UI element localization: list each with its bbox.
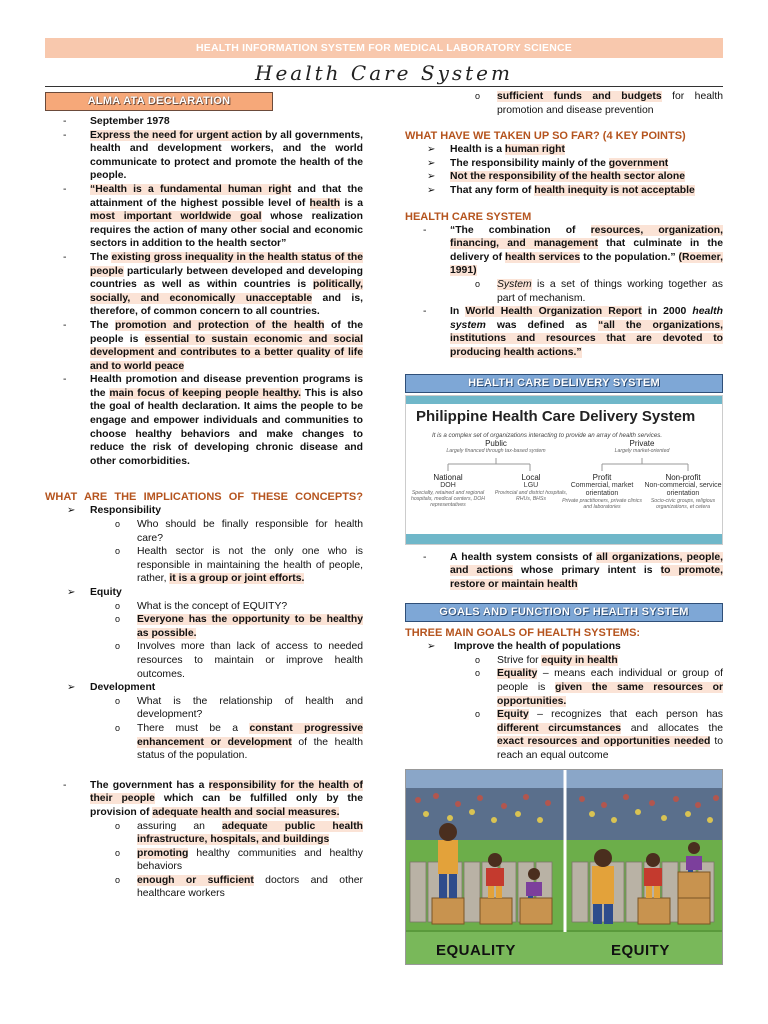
local-sublabel: LGU	[523, 481, 539, 489]
text-run: Strive for	[497, 654, 542, 666]
title-divider	[45, 86, 723, 87]
list-item	[45, 518, 363, 545]
equity-label: EQUITY	[611, 942, 670, 960]
implication-title: Equity	[90, 587, 122, 598]
highlighted-text: (Roemer, 1991)	[450, 251, 723, 277]
list-item	[405, 667, 723, 708]
arrow-bullet-icon: ➢	[427, 144, 436, 156]
list-item	[405, 551, 723, 592]
health-care-system-heading: HEALTH CARE SYSTEM	[405, 210, 532, 223]
text-run: in 2000	[641, 306, 693, 318]
equality-equity-drawing	[406, 770, 723, 965]
text-run: What is the concept of EQUITY?	[137, 600, 288, 612]
highlighted-text: government	[608, 157, 669, 169]
profit-sublabel: Commercial, market orientation	[570, 481, 634, 497]
highlighted-text: to promote, restore or maintain health	[450, 565, 723, 590]
right-column	[405, 90, 723, 965]
key-points-list	[405, 143, 723, 197]
highlighted-text: most important worldwide goal	[90, 211, 262, 223]
goal-sublist	[405, 654, 723, 763]
highlighted-text: promotion and protection of the health	[115, 319, 325, 331]
profit-label: Profit	[592, 472, 612, 482]
private-sublabel: Largely market-oriented	[614, 447, 670, 454]
nonprofit-node	[644, 474, 722, 510]
hcs-sublist	[405, 278, 723, 305]
alma-ata-list	[45, 115, 363, 468]
figure-bottom-stripe	[406, 534, 723, 544]
text-run: is a	[340, 197, 363, 209]
list-item	[45, 319, 363, 373]
text-run: assuring an	[137, 820, 223, 832]
public-sublabel: Largely financed through tax-based system	[446, 447, 546, 454]
text-run: The	[90, 251, 112, 263]
text-run: – recognizes that each person has	[528, 709, 723, 721]
goals-heading: THREE MAIN GOALS OF HEALTH SYSTEMS:	[405, 627, 641, 640]
text-run: by all governments, health and development workers, and the world communicate to protect and promote the health of the people.	[90, 129, 363, 182]
implication-sublist	[45, 695, 363, 763]
list-item	[45, 600, 363, 614]
text-run: to reach an equal outcome	[497, 736, 723, 762]
list-item	[405, 170, 723, 184]
health-system-list	[405, 551, 723, 592]
list-item	[45, 681, 363, 763]
highlighted-text: sufficient funds and budgets	[497, 91, 662, 102]
highlighted-text: System	[497, 278, 532, 290]
list-item	[45, 115, 363, 129]
text-run: and allocates the	[621, 722, 723, 734]
highlighted-text: existing gross inequality in the health status of the people	[90, 251, 363, 277]
nonprofit-sublabel: Non-commercial, service orientation	[644, 481, 722, 497]
highlighted-text: main focus of keeping people healthy.	[109, 387, 301, 399]
nonprofit-detail: Socio-civic groups, religious organizations, et cetera	[650, 497, 716, 510]
highlighted-text: adequate health and social measures.	[152, 806, 340, 818]
highlighted-text: promoting	[137, 847, 189, 859]
list-item	[45, 722, 363, 763]
highlighted-text: adequate public health infrastructure, hospitals, and buildings	[137, 820, 363, 846]
text-run: The	[90, 319, 116, 331]
highlighted-text: it is a group or joint efforts.	[169, 573, 305, 585]
national-detail: Specialty, retained and regional hospitals, medical centers, DOH representatives	[410, 489, 486, 508]
private-node	[592, 440, 692, 454]
highlighted-text: Equality	[497, 668, 538, 680]
list-item	[405, 224, 723, 306]
text-run: A health system consists of	[450, 551, 597, 563]
profit-node	[562, 474, 642, 510]
profit-detail: Private practitioners, private clinics and laboratories	[562, 497, 642, 510]
text-run: is a set of things working together as part of mechanism.	[497, 278, 723, 304]
key-point-text	[450, 185, 695, 196]
text-run: was defined as	[485, 319, 599, 331]
implications-list	[45, 504, 363, 762]
text-run: Who should be finally responsible for health care?	[137, 519, 363, 544]
implication-title: Responsibility	[90, 505, 162, 517]
alma-ata-banner: ALMA ATA DECLARATION	[45, 92, 273, 111]
list-item	[405, 184, 723, 198]
list-item	[45, 545, 363, 586]
implication-title: Development	[90, 682, 156, 694]
arrow-bullet-icon: ➢	[427, 641, 436, 653]
highlighted-text: equity in health	[541, 654, 618, 666]
local-label: Local	[521, 472, 541, 482]
government-text	[90, 779, 363, 820]
arrow-bullet-icon: ➢	[67, 587, 76, 598]
highlighted-text: all organizations, people, and actions	[450, 551, 723, 577]
list-item	[45, 613, 363, 640]
text-run: “The combination of	[450, 224, 591, 236]
list-item	[405, 143, 723, 157]
highlighted-text: responsibility for the health of their people	[90, 779, 363, 805]
text-run: doctors and other healthcare workers	[137, 874, 363, 900]
list-item	[45, 373, 363, 468]
list-item	[45, 695, 363, 722]
key-points-heading: WHAT HAVE WE TAKEN UP SO FAR? (4 KEY POINTS)	[405, 130, 686, 143]
hcs-definition	[450, 224, 723, 278]
text-run: to the population.”	[580, 251, 679, 263]
goal-title: Improve the health of populations	[454, 641, 621, 653]
equality-boxes	[432, 898, 552, 924]
text-run: Health promotion and disease prevention programs is the	[90, 374, 363, 399]
text-run: The responsibility mainly of the	[450, 157, 609, 169]
list-item	[45, 640, 363, 681]
arrow-bullet-icon: ➢	[67, 505, 76, 517]
implication-sublist	[45, 600, 363, 682]
text-run: and that the attainment of the highest possible level of	[90, 183, 363, 209]
implication-sublist	[45, 518, 363, 586]
arrow-bullet-icon: ➢	[427, 171, 436, 183]
list-item	[45, 779, 363, 901]
arrow-bullet-icon: ➢	[427, 184, 436, 196]
highlighted-text: health inequity is not acceptable	[534, 184, 695, 196]
government-sublist	[45, 820, 363, 902]
highlighted-text: human right	[504, 144, 565, 156]
highlighted-text: health	[309, 197, 341, 209]
equality-equity-illustration	[405, 769, 723, 965]
key-point-text	[450, 158, 668, 169]
list-item	[405, 278, 723, 305]
figure-top-stripe	[406, 396, 723, 404]
key-point-text	[450, 171, 685, 182]
health-care-system-list	[405, 224, 723, 360]
list-item	[45, 251, 363, 319]
implications-heading: WHAT ARE THE IMPLICATIONS OF THESE CONCEPTS?	[45, 491, 363, 504]
goals-list	[405, 640, 723, 762]
highlighted-text: Equity	[497, 709, 529, 721]
list-item	[45, 586, 363, 681]
list-item	[405, 157, 723, 171]
text-run: whose primary intent is	[512, 565, 661, 577]
public-label: Public	[485, 438, 507, 448]
text-run: There must be a	[137, 722, 250, 734]
local-detail: Provincial and district hospitals, RHUs, BHSs	[494, 489, 568, 502]
text-run: whose realization requires the action of many other social and economic sectors in addition to the health sector”	[90, 211, 364, 250]
government-list	[45, 779, 363, 901]
text-run: This is also the goal of health declaration. It aims the people to be engage and empower individuals and communities to choose healthy behaviors and make changes to reduce the risk of developing chronic disease and other comorbidities.	[90, 387, 364, 467]
highlighted-text: given the same resources or opportunities.	[497, 682, 723, 707]
highlighted-text: “Health is a fundamental human right	[90, 183, 292, 195]
highlighted-text: Everyone has the opportunity to be healthy as possible.	[137, 614, 363, 639]
national-sublabel: DOH	[440, 481, 456, 489]
text-run: September 1978	[90, 116, 170, 127]
highlighted-text: health services	[505, 251, 581, 263]
text-run: and is, therefore, of common concern to all countries.	[90, 292, 363, 318]
list-item	[405, 305, 723, 359]
text-run: Involves more than lack of access to needed resources to maintain or improve health outcomes.	[137, 641, 363, 680]
left-column	[45, 92, 363, 901]
text-run: What is the relationship of health and development?	[137, 695, 363, 721]
highlighted-text: Not the responsibility of the health sector alone	[450, 171, 685, 183]
arrow-bullet-icon: ➢	[67, 682, 76, 694]
delivery-system-banner: HEALTH CARE DELIVERY SYSTEM	[405, 374, 723, 393]
text-run: Health is a	[450, 144, 505, 156]
highlighted-text: essential to sustain economic and social development and contributes to a better quality of life and to world peace	[90, 333, 363, 372]
list-item	[45, 183, 363, 251]
list-item	[45, 129, 363, 183]
list-item	[405, 708, 723, 762]
list-item	[405, 654, 723, 668]
highlighted-text: different circumstances	[497, 722, 622, 734]
text-run: In	[450, 306, 466, 318]
highlighted-text: World Health Organization Report	[465, 306, 642, 318]
equality-label: EQUALITY	[436, 942, 516, 960]
text-run: of the people is	[90, 319, 363, 345]
national-node	[408, 474, 488, 508]
nonprofit-label: Non-profit	[665, 472, 701, 482]
text-run: Health sector is not the only one who is responsible in maintaining the health of people, rather,	[137, 546, 363, 585]
highlighted-text: resources, organization, financing, and management	[450, 224, 723, 250]
list-item	[45, 820, 363, 847]
ph-delivery-system-figure	[405, 395, 723, 545]
figure-subtitle: It is a complex set of organizations interacting to provide an array of health services.	[432, 431, 663, 439]
list-item	[45, 504, 363, 586]
highlighted-text: Express the need for urgent action	[90, 129, 263, 141]
list-item	[45, 847, 363, 874]
highlighted-text: exact resources and opportunities needed	[497, 736, 711, 748]
arrow-bullet-icon: ➢	[427, 157, 436, 169]
text-run: of the health status of the population.	[137, 736, 363, 762]
text-run: That any form of	[450, 184, 535, 196]
text-run: which can be fulfilled only by the provision of	[90, 793, 364, 818]
highlighted-text: “all the organizations, institutions and resources that are devoted to producing health actions.”	[450, 319, 723, 358]
highlighted-text: enough or sufficient	[137, 874, 254, 886]
highlighted-text: constant progressive enhancement or development	[137, 722, 364, 748]
text-run: – means each individual or group of people is	[497, 668, 723, 694]
public-node	[446, 440, 546, 454]
carry-over-list	[405, 90, 723, 117]
text-run: health system	[450, 306, 723, 331]
text-run: for health promotion and disease prevention	[497, 91, 723, 116]
figure-title: Philippine Health Care Delivery System	[416, 407, 696, 425]
local-node	[492, 474, 570, 502]
text-run: healthy communities and healthy behaviors	[137, 847, 363, 873]
private-label: Private	[629, 438, 655, 448]
list-item	[405, 90, 723, 117]
text-run: particularly between developed and developing countries as well as within countries is	[90, 265, 363, 291]
national-label: National	[433, 472, 463, 482]
list-item	[405, 640, 723, 762]
page-title: Health Care System	[255, 61, 513, 85]
document-header-band: HEALTH INFORMATION SYSTEM FOR MEDICAL LABORATORY SCIENCE	[45, 38, 723, 58]
text-run: The government has a	[90, 779, 209, 791]
text-run: that culminate in the delivery of	[450, 238, 723, 263]
highlighted-text: politically, socially, and economically unacceptable	[90, 279, 363, 304]
key-point-text	[450, 144, 565, 155]
list-item	[45, 874, 363, 901]
goals-banner: GOALS AND FUNCTION OF HEALTH SYSTEM	[405, 603, 723, 622]
